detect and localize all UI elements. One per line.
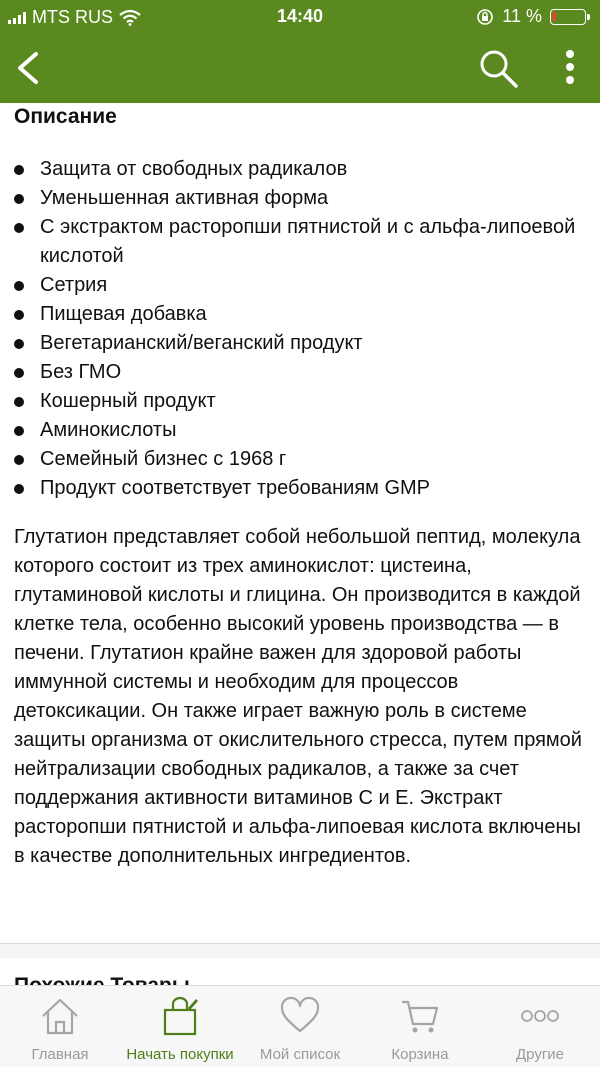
- feature-text: Семейный бизнес с 1968 г: [40, 448, 287, 470]
- section-title: Описание: [14, 105, 117, 128]
- section-gap: [0, 944, 600, 958]
- bullet-icon: [14, 339, 24, 349]
- tab-other[interactable]: [480, 986, 600, 1067]
- feature-text: Кошерный продукт: [40, 390, 216, 412]
- rotation-lock-icon: [476, 8, 494, 26]
- more-horizontal-icon: [520, 996, 560, 1036]
- feature-list-item: [0, 213, 600, 271]
- bullet-icon: [14, 281, 24, 291]
- tab-label: Корзина: [391, 1046, 449, 1063]
- feature-list-item: [0, 445, 600, 474]
- feature-text: Вегетарианский/веганский продукт: [40, 332, 363, 354]
- search-icon[interactable]: [476, 46, 520, 90]
- tab-bar: [0, 985, 600, 1067]
- bullet-icon: [14, 310, 24, 320]
- carrier-label: MTS RUS: [32, 7, 113, 27]
- tab-home[interactable]: [0, 986, 120, 1067]
- feature-list-item: [0, 474, 600, 503]
- chevron-left-icon[interactable]: [10, 48, 50, 88]
- feature-list-item: [0, 358, 600, 387]
- feature-text: Аминокислоты: [40, 419, 177, 441]
- battery-percent: 11 %: [502, 6, 542, 26]
- feature-list-item: [0, 387, 600, 416]
- cart-icon: [400, 996, 440, 1036]
- bullet-icon: [14, 165, 24, 175]
- feature-text: Без ГМО: [40, 361, 122, 383]
- tab-label: Главная: [31, 1046, 89, 1063]
- feature-list-item: [0, 329, 600, 358]
- tab-my-list[interactable]: [240, 986, 360, 1067]
- bullet-icon: [14, 426, 24, 436]
- feature-text: Уменьшенная активная форма: [40, 187, 329, 209]
- feature-list: [0, 155, 600, 503]
- status-bar: [0, 0, 600, 34]
- feature-text: Сетрия: [40, 274, 108, 296]
- feature-text: Защита от свободных радикалов: [40, 158, 348, 180]
- battery-icon: [550, 9, 586, 25]
- feature-list-item: [0, 184, 600, 213]
- tab-label: Начать покупки: [126, 1046, 234, 1063]
- clock: 14:40: [276, 6, 324, 26]
- bullet-icon: [14, 484, 24, 494]
- more-vertical-icon[interactable]: [556, 48, 584, 88]
- tab-cart[interactable]: [360, 986, 480, 1067]
- tab-start-shopping[interactable]: [120, 986, 240, 1067]
- bullet-icon: [14, 397, 24, 407]
- app-header: [0, 0, 600, 103]
- bullet-icon: [14, 223, 24, 233]
- nav-bar: [0, 34, 600, 103]
- bullet-icon: [14, 455, 24, 465]
- bullet-icon: [14, 194, 24, 204]
- feature-text: С экстрактом расторопши пятнистой и с альфа-липоевой кислотой: [40, 216, 576, 267]
- feature-list-item: [0, 271, 600, 300]
- feature-list-item: [0, 300, 600, 329]
- feature-text: Продукт соответствует требованиям GMP: [40, 477, 431, 499]
- description-paragraph: Глутатион представляет собой небольшой пептид, молекула которого состоит из трех аминокислот: цистеина, глутаминовой кислоты и глицина. Он производится в каждой клетке тела, особенно высокий уровень производства — в печени. Глутатион крайне важен для здоровой работы иммунной системы и необходим для процессов детоксикации. Он также играет важную роль в системе защиты организма от окислительного стресса, путем прямой нейтрализации свободных радикалов, а также за счет поддержания активности витаминов С и Е. Экстракт расторопши пятнистой и альфа-липоевая кислота включены в качестве дополнительных ингредиентов.: [14, 526, 582, 867]
- tab-label: Мой список: [259, 1046, 341, 1063]
- shopping-bag-icon: [160, 996, 200, 1036]
- bullet-icon: [14, 368, 24, 378]
- battery-fill: [553, 12, 556, 21]
- home-icon: [40, 996, 80, 1036]
- heart-icon: [280, 996, 320, 1036]
- feature-text: Пищевая добавка: [40, 303, 207, 325]
- feature-list-item: [0, 416, 600, 445]
- feature-list-item: [0, 155, 600, 184]
- tab-label: Другие: [515, 1046, 565, 1063]
